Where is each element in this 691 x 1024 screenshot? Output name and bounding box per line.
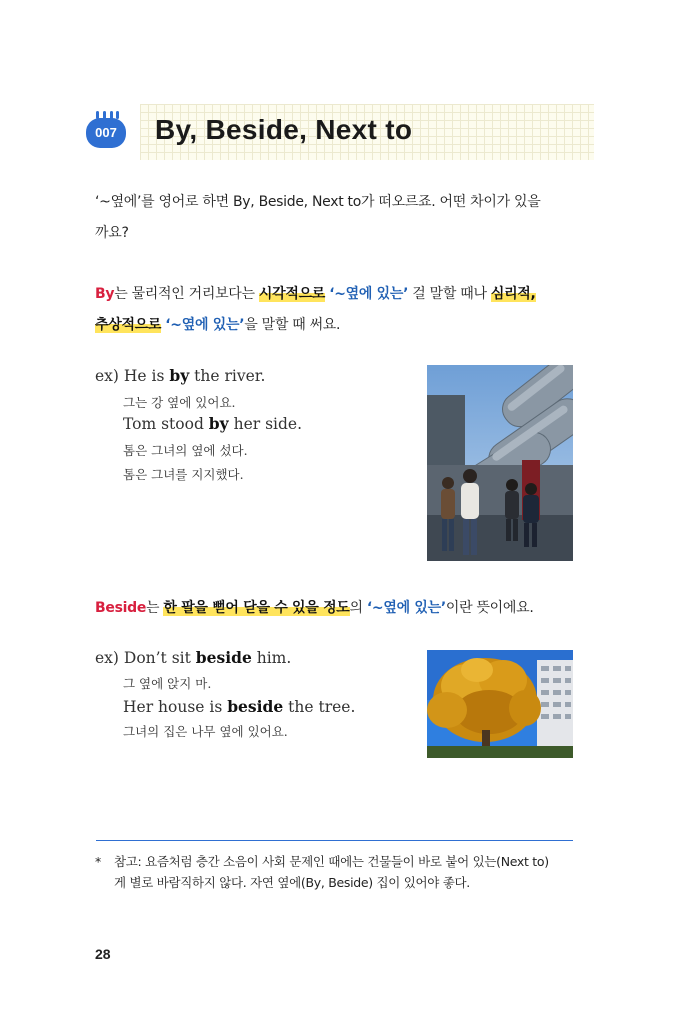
beside-example-1: ex) Don’t sit beside him.: [95, 648, 292, 667]
by-explanation-line-2: 추상적으로 ‘~옆에 있는’을 말할 때 써요.: [95, 317, 341, 333]
by-example-2-translation-1: 톰은 그녀의 옆에 섰다.: [123, 443, 248, 458]
photo-tree-beside-building: [427, 650, 573, 758]
by-example-1-translation: 그는 강 옆에 있어요.: [123, 395, 236, 410]
section-number-badge: 007: [86, 118, 126, 148]
by-example-2: Tom stood by her side.: [123, 414, 303, 433]
by-example-2-translation-2: 톰은 그녀를 지지했다.: [123, 467, 244, 482]
beside-example-1-translation: 그 옆에 앉지 마.: [123, 676, 212, 691]
intro-line-1: ‘~옆에’를 영어로 하면 By, Beside, Next to가 떠오르죠. 어떤 차이가 있을: [95, 194, 541, 210]
note-line-1: 참고: 요즘처럼 층간 소음이 사회 문제인 때에는 건물들이 바로 붙어 있는(Next to): [114, 854, 549, 869]
term-by: By: [95, 286, 115, 302]
by-example-1: ex) He is by the river.: [95, 366, 266, 385]
by-explanation-line-1: By는 물리적인 거리보다는 시각적으로 ‘~옆에 있는’ 걸 말할 때나 심리적,: [95, 286, 536, 302]
term-beside: Beside: [95, 600, 147, 616]
photo-people-by-structure: [427, 365, 573, 561]
beside-example-2-translation: 그녀의 집은 나무 옆에 있어요.: [123, 724, 288, 739]
note-divider: [96, 840, 573, 841]
page-title: By, Beside, Next to: [155, 114, 413, 145]
note-mark: *: [95, 854, 101, 869]
note-line-2: 게 별로 바람직하지 않다. 자연 옆에(By, Beside) 집이 있어야 좋다.: [114, 875, 470, 890]
quote-next-to: ‘~옆에 있는’: [329, 286, 409, 302]
quote-next-to: ‘~옆에 있는’: [366, 600, 446, 616]
beside-example-2: Her house is beside the tree.: [123, 697, 356, 716]
highlight-abstract: 추상적으로: [95, 317, 162, 333]
highlight-arms-reach: 한 팔을 뻗어 닫을 수 있을 정도: [163, 600, 350, 616]
page-number: 28: [95, 946, 111, 962]
highlight-visual: 시각적으로: [258, 286, 326, 302]
highlight-psychological: 심리적,: [490, 286, 536, 302]
beside-explanation: Beside는 한 팔을 뻗어 닫을 수 있을 정도의 ‘~옆에 있는’이란 뜻이에요.: [95, 600, 534, 616]
intro-line-2: 까요?: [95, 225, 129, 241]
quote-next-to: ‘~옆에 있는’: [165, 317, 245, 333]
